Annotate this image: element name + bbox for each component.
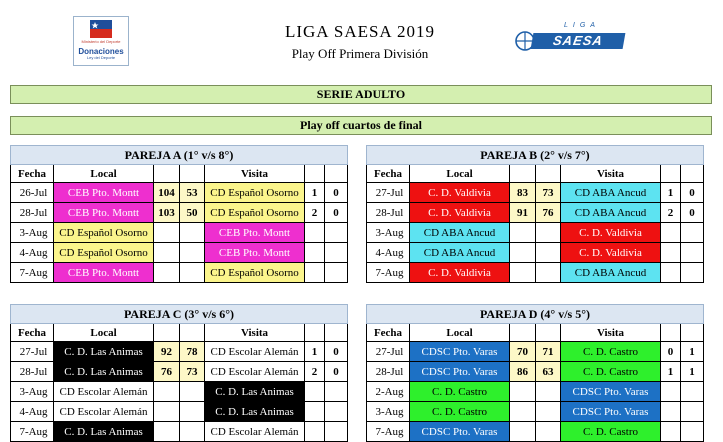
table-row (367, 263, 704, 283)
match-date: 27-Jul (367, 183, 410, 203)
col-header-fecha: Fecha (11, 324, 54, 342)
table-row (11, 243, 348, 263)
visitor-team: C. D. Castro (561, 342, 661, 362)
local-wins (661, 402, 681, 422)
visitor-score: 71 (536, 342, 561, 362)
visitor-team: C. D. Castro (561, 422, 661, 442)
match-date: 3-Aug (11, 223, 54, 243)
visitor-score: 78 (180, 342, 205, 362)
visitor-score (180, 263, 205, 283)
donaciones-logo (73, 16, 129, 66)
logo-ministry-text: Ministerio del Deporte (81, 39, 121, 44)
col-header-blank (661, 324, 681, 342)
visitor-team: C. D. Las Animas (205, 382, 305, 402)
visitor-score (536, 402, 561, 422)
table-row (367, 362, 704, 382)
visitor-team: C. D. Castro (561, 362, 661, 382)
visitor-wins (681, 422, 704, 442)
visitor-wins (325, 243, 348, 263)
pair-d-grid (366, 304, 704, 442)
table-row (11, 382, 348, 402)
col-header-blank (681, 165, 704, 183)
table-row (367, 342, 704, 362)
visitor-wins: 0 (681, 203, 704, 223)
local-team: CDSC Pto. Varas (410, 362, 510, 382)
match-date: 28-Jul (11, 203, 54, 223)
visitor-wins: 0 (325, 362, 348, 382)
local-score: 76 (154, 362, 180, 382)
match-date: 7-Aug (11, 263, 54, 283)
local-wins (305, 243, 325, 263)
visitor-score (180, 223, 205, 243)
local-team: C. D. Valdivia (410, 183, 510, 203)
visitor-team: C. D. Valdivia (561, 223, 661, 243)
visitor-score (180, 422, 205, 442)
local-score (510, 243, 536, 263)
col-header-blank (305, 165, 325, 183)
local-team: CD Escolar Alemán (54, 402, 154, 422)
match-date: 27-Jul (367, 342, 410, 362)
match-date: 4-Aug (11, 243, 54, 263)
pair-b-grid (366, 145, 704, 283)
local-score: 104 (154, 183, 180, 203)
visitor-wins (681, 223, 704, 243)
local-team: CEB Pto. Montt (54, 203, 154, 223)
table-row (367, 183, 704, 203)
visitor-team: CD Escolar Alemán (205, 342, 305, 362)
col-header-blank (536, 324, 561, 342)
local-team: CEB Pto. Montt (54, 263, 154, 283)
table-row (11, 362, 348, 382)
local-team: C. D. Las Animas (54, 362, 154, 382)
local-wins: 1 (661, 362, 681, 382)
pair-b-title: PAREJA B (2° v/s 7°) (367, 146, 704, 165)
local-wins (661, 263, 681, 283)
col-header-blank (305, 324, 325, 342)
pair-c-grid (10, 304, 348, 442)
visitor-team: CD ABA Ancud (561, 263, 661, 283)
match-date: 3-Aug (367, 223, 410, 243)
local-team: CD Español Osorno (54, 243, 154, 263)
visitor-wins (681, 263, 704, 283)
local-team: CD ABA Ancud (410, 243, 510, 263)
visitor-team: CD Español Osorno (205, 263, 305, 283)
col-header-fecha: Fecha (11, 165, 54, 183)
local-team: C. D. Castro (410, 382, 510, 402)
local-wins: 1 (305, 183, 325, 203)
match-date: 28-Jul (367, 362, 410, 382)
col-header-blank (154, 165, 180, 183)
table-row (11, 183, 348, 203)
table-row (11, 402, 348, 422)
pair-c-title: PAREJA C (3° v/s 6°) (11, 305, 348, 324)
local-score: 92 (154, 342, 180, 362)
table-row (367, 402, 704, 422)
visitor-score (536, 223, 561, 243)
visitor-team: CDSC Pto. Varas (561, 402, 661, 422)
visitor-wins: 1 (681, 362, 704, 382)
visitor-wins (325, 382, 348, 402)
local-score (154, 263, 180, 283)
local-wins: 0 (661, 342, 681, 362)
pair-a-title: PAREJA A (1° v/s 8°) (11, 146, 348, 165)
table-row (367, 422, 704, 442)
local-score (154, 422, 180, 442)
match-date: 7-Aug (367, 263, 410, 283)
visitor-score (536, 263, 561, 283)
local-team: C. D. Valdivia (410, 203, 510, 223)
col-header-local: Local (54, 165, 154, 183)
match-date: 26-Jul (11, 183, 54, 203)
logo-law-text: Ley del Deporte (86, 55, 116, 60)
local-wins (305, 263, 325, 283)
local-team: CD Escolar Alemán (54, 382, 154, 402)
col-header-blank (325, 165, 348, 183)
visitor-team: CD Español Osorno (205, 183, 305, 203)
round-label: Play off cuartos de final (10, 116, 712, 135)
col-header-blank (536, 165, 561, 183)
local-score (510, 223, 536, 243)
match-date: 28-Jul (367, 203, 410, 223)
page-title: LIGA SAESA 2019 (284, 22, 436, 41)
page-subtitle: Play Off Primera División (291, 46, 429, 61)
table-row (11, 263, 348, 283)
table-row (367, 243, 704, 263)
local-team: CDSC Pto. Varas (410, 422, 510, 442)
local-wins (305, 422, 325, 442)
visitor-score: 73 (536, 183, 561, 203)
col-header-blank (180, 324, 205, 342)
col-header-fecha: Fecha (367, 165, 410, 183)
visitor-team: CDSC Pto. Varas (561, 382, 661, 402)
match-date: 2-Aug (367, 382, 410, 402)
visitor-wins: 0 (325, 203, 348, 223)
visitor-score (536, 422, 561, 442)
logo-liga-text: LIGA (564, 22, 600, 29)
match-date: 4-Aug (367, 243, 410, 263)
local-score: 86 (510, 362, 536, 382)
col-header-blank (154, 324, 180, 342)
match-date: 3-Aug (367, 402, 410, 422)
local-wins (661, 382, 681, 402)
local-score (510, 263, 536, 283)
col-header-blank (325, 324, 348, 342)
local-team: CD Español Osorno (54, 223, 154, 243)
local-wins: 2 (661, 203, 681, 223)
local-wins: 1 (661, 183, 681, 203)
visitor-score: 76 (536, 203, 561, 223)
visitor-wins: 0 (681, 183, 704, 203)
visitor-team: CD Escolar Alemán (205, 362, 305, 382)
serie-label: SERIE ADULTO (10, 85, 712, 104)
table-row (367, 223, 704, 243)
local-team: C. D. Castro (410, 402, 510, 422)
col-header-fecha: Fecha (367, 324, 410, 342)
table-row (11, 342, 348, 362)
col-header-blank (681, 324, 704, 342)
match-date: 4-Aug (11, 402, 54, 422)
local-wins (305, 223, 325, 243)
match-date: 27-Jul (11, 342, 54, 362)
local-score (154, 402, 180, 422)
local-wins (305, 382, 325, 402)
visitor-score: 53 (180, 183, 205, 203)
visitor-team: C. D. Valdivia (561, 243, 661, 263)
local-team: CD ABA Ancud (410, 223, 510, 243)
visitor-wins: 0 (325, 183, 348, 203)
local-wins (305, 402, 325, 422)
visitor-score: 50 (180, 203, 205, 223)
local-score (510, 402, 536, 422)
match-date: 7-Aug (11, 422, 54, 442)
visitor-team: CEB Pto. Montt (205, 223, 305, 243)
visitor-wins: 1 (681, 342, 704, 362)
match-date: 28-Jul (11, 362, 54, 382)
local-wins: 2 (305, 203, 325, 223)
local-score: 103 (154, 203, 180, 223)
local-score: 83 (510, 183, 536, 203)
local-score (154, 223, 180, 243)
visitor-wins (681, 382, 704, 402)
local-team: C. D. Las Animas (54, 422, 154, 442)
local-team: C. D. Valdivia (410, 263, 510, 283)
local-wins: 2 (305, 362, 325, 382)
local-wins (661, 223, 681, 243)
col-header-visita: Visita (561, 324, 661, 342)
local-wins (661, 243, 681, 263)
local-team: CEB Pto. Montt (54, 183, 154, 203)
col-header-visita: Visita (205, 324, 305, 342)
local-team: C. D. Las Animas (54, 342, 154, 362)
match-date: 3-Aug (11, 382, 54, 402)
visitor-team: CD ABA Ancud (561, 203, 661, 223)
visitor-team: CD Español Osorno (205, 203, 305, 223)
col-header-local: Local (410, 165, 510, 183)
local-score: 70 (510, 342, 536, 362)
match-date: 7-Aug (367, 422, 410, 442)
table-row (367, 382, 704, 402)
col-header-local: Local (54, 324, 154, 342)
local-score (510, 422, 536, 442)
visitor-score (536, 382, 561, 402)
col-header-blank (180, 165, 205, 183)
visitor-wins (681, 243, 704, 263)
col-header-local: Local (410, 324, 510, 342)
visitor-score (536, 243, 561, 263)
visitor-wins (325, 263, 348, 283)
local-score (154, 382, 180, 402)
table-row (11, 203, 348, 223)
visitor-team: CD Escolar Alemán (205, 422, 305, 442)
visitor-score (180, 382, 205, 402)
visitor-score (180, 243, 205, 263)
col-header-visita: Visita (561, 165, 661, 183)
col-header-visita: Visita (205, 165, 305, 183)
visitor-wins (681, 402, 704, 422)
visitor-wins (325, 422, 348, 442)
local-score (510, 382, 536, 402)
local-score: 91 (510, 203, 536, 223)
visitor-team: CEB Pto. Montt (205, 243, 305, 263)
local-wins: 1 (305, 342, 325, 362)
local-score (154, 243, 180, 263)
visitor-wins (325, 402, 348, 422)
chile-flag-icon (90, 20, 112, 38)
pair-a-grid (10, 145, 348, 283)
visitor-score: 73 (180, 362, 205, 382)
table-row (11, 422, 348, 442)
visitor-wins: 0 (325, 342, 348, 362)
table-row (367, 203, 704, 223)
visitor-score: 63 (536, 362, 561, 382)
liga-saesa-logo (508, 24, 630, 54)
local-wins (661, 422, 681, 442)
visitor-wins (325, 223, 348, 243)
col-header-blank (661, 165, 681, 183)
pair-d-title: PAREJA D (4° v/s 5°) (367, 305, 704, 324)
col-header-blank (510, 324, 536, 342)
col-header-blank (510, 165, 536, 183)
logo-donaciones-text: Donaciones (78, 47, 124, 56)
visitor-score (180, 402, 205, 422)
logo-saesa-text: SAESA (531, 33, 626, 49)
local-team: CDSC Pto. Varas (410, 342, 510, 362)
visitor-team: CD ABA Ancud (561, 183, 661, 203)
visitor-team: C. D. Las Animas (205, 402, 305, 422)
table-row (11, 223, 348, 243)
